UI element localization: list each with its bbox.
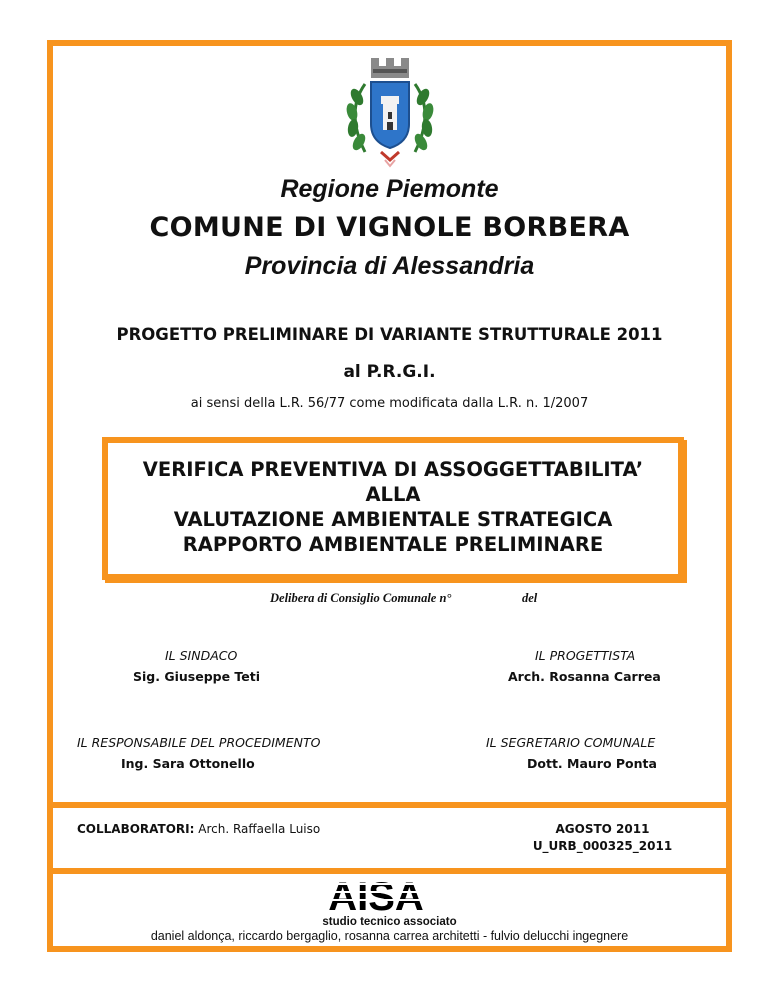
box-line-2: ALLA [365,483,421,506]
coat-of-arms-icon [335,52,445,168]
document-code: U_URB_000325_2011 [532,839,673,853]
sindaco-role: IL SINDACO [165,648,238,663]
responsabile-name: Ing. Sara Ottonello [121,756,255,771]
progettista-role: IL PROGETTISTA [535,648,636,663]
box-line-1: VERIFICA PREVENTIVA DI ASSOGGETTABILITA’ [142,458,644,481]
collab-name: Arch. Raffaella Luiso [198,822,321,836]
logo-text: AISA [328,876,424,916]
delibera-label: Delibera di Consiglio Comunale n° [270,591,452,605]
provincia-title: Provincia di Alessandria [244,252,535,280]
segretario-name: Dott. Mauro Ponta [527,756,657,771]
studio-names: daniel aldonça, riccardo bergaglio, rosanna carrea architetti - fulvio delucchi ingegnere [150,929,629,943]
divider-collaborators [47,802,732,808]
divider-logo [47,868,732,874]
collab-label: COLLABORATORI: [77,822,195,836]
project-note: ai sensi della L.R. 56/77 come modificata dalla L.R. n. 1/2007 [190,396,589,411]
progettista-name: Arch. Rosanna Carrea [508,669,661,684]
project-subtitle: al P.R.G.I. [343,362,436,382]
comune-title: COMUNE DI VIGNOLE BORBERA [149,212,630,243]
box-line-3: VALUTAZIONE AMBIENTALE STRATEGICA [173,508,613,531]
segretario-role: IL SEGRETARIO COMUNALE [486,735,656,750]
document-date: AGOSTO 2011 [555,822,650,836]
studio-label: studio tecnico associato [322,916,457,928]
project-title: PROGETTO PRELIMINARE DI VARIANTE STRUTTURALE 2011 [116,325,663,344]
box-line-4: RAPPORTO AMBIENTALE PRELIMINARE [182,533,604,556]
delibera-del: del [522,591,538,605]
region-title: Regione Piemonte [280,175,499,203]
aisa-logo-icon [310,876,442,916]
collaborators [77,822,320,836]
sindaco-name: Sig. Giuseppe Teti [133,669,261,684]
responsabile-role: IL RESPONSABILE DEL PROCEDIMENTO [77,735,321,750]
